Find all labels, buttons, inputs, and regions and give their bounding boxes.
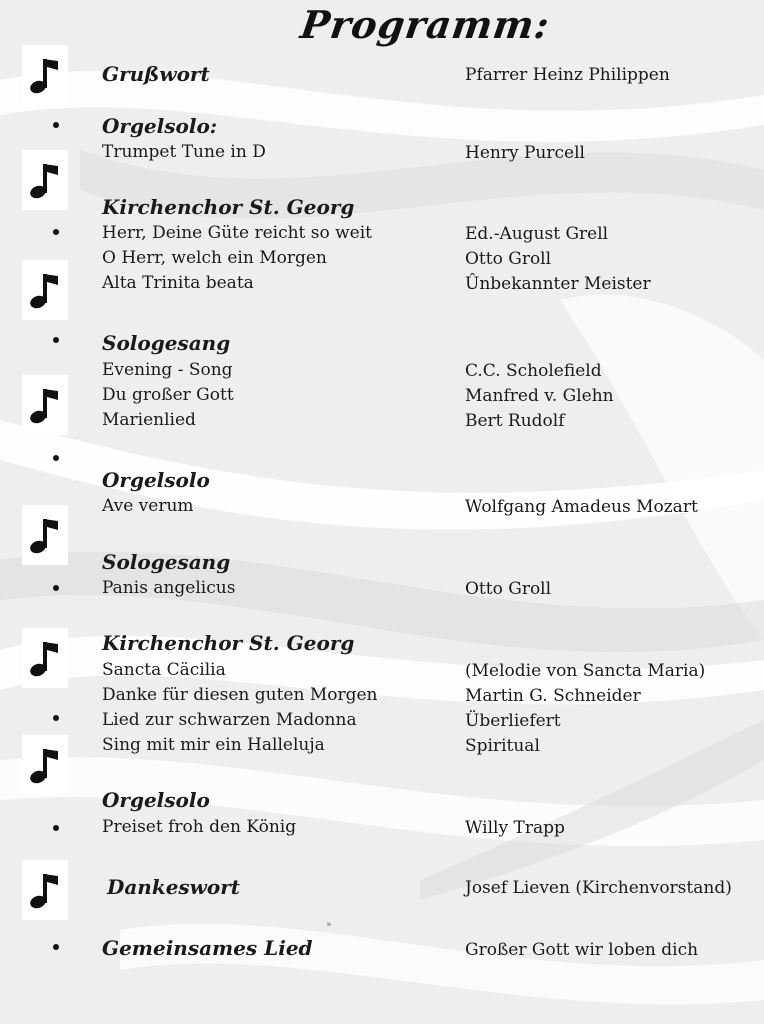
bullet-dot: [53, 455, 59, 461]
bullet-dot: [53, 825, 59, 831]
music-note-icon: [22, 260, 68, 320]
bullet-dot: [53, 122, 59, 128]
piece-title: Trumpet Tune in D: [102, 142, 266, 162]
piece-title: Evening - Song: [102, 360, 233, 380]
piece-composer: Bert Rudolf: [465, 411, 565, 431]
piece-title: Ave verum: [102, 496, 194, 516]
piece-title: Du großer Gott: [102, 385, 234, 405]
section-heading: Grußwort: [102, 62, 210, 86]
performer: Pfarrer Heinz Philippen: [465, 65, 670, 85]
stray-mark: »: [326, 920, 332, 930]
section-heading: Dankeswort: [107, 875, 241, 899]
music-note-icon: [22, 45, 68, 105]
bullet-dot: [53, 229, 59, 235]
piece-composer: Otto Groll: [465, 579, 552, 599]
bullet-dot: [53, 944, 59, 950]
piece-title: Preiset froh den König: [102, 817, 297, 837]
music-note-icon: [22, 375, 68, 435]
section-heading: Orgelsolo: [102, 468, 210, 492]
piece-title: Sancta Cäcilia: [102, 660, 226, 680]
music-note-icon: [22, 505, 68, 565]
piece-composer: Spiritual: [465, 736, 540, 756]
section-heading: Orgelsolo:: [102, 114, 218, 138]
song-title: Großer Gott wir loben dich: [465, 940, 699, 960]
piece-title: Panis angelicus: [102, 578, 236, 598]
section-heading: Orgelsolo: [102, 788, 210, 812]
piece-composer: Martin G. Schneider: [465, 686, 641, 706]
piece-composer: (Melodie von Sancta Maria): [465, 661, 706, 681]
piece-composer: Otto Groll: [465, 249, 552, 269]
bullet-dot: [53, 337, 59, 343]
piece-title: Danke für diesen guten Morgen: [102, 685, 378, 705]
piece-composer: Manfred v. Glehn: [465, 386, 614, 406]
piece-title: Marienlied: [102, 410, 196, 430]
piece-title: Alta Trinita beata: [102, 273, 254, 293]
section-heading: Gemeinsames Lied: [102, 936, 313, 960]
bullet-dot: [53, 715, 59, 721]
piece-title: O Herr, welch ein Morgen: [102, 248, 327, 268]
piece-title: Sing mit mir ein Halleluja: [102, 735, 325, 755]
section-heading: Sologesang: [102, 550, 231, 574]
piece-composer: Überliefert: [465, 711, 561, 731]
music-note-icon: [22, 860, 68, 920]
piece-composer: Wolfgang Amadeus Mozart: [465, 497, 698, 517]
music-note-icon: [22, 150, 68, 210]
performer: Josef Lieven (Kirchenvorstand): [465, 878, 732, 898]
piece-title: Lied zur schwarzen Madonna: [102, 710, 357, 730]
piece-composer: Willy Trapp: [465, 818, 565, 838]
music-note-icon: [22, 628, 68, 688]
page-title: Programm:: [297, 2, 553, 47]
piece-composer: Ed.-August Grell: [465, 224, 609, 244]
piece-composer: Henry Purcell: [465, 143, 585, 163]
bullet-dot: [53, 585, 59, 591]
section-heading: Kirchenchor St. Georg: [102, 631, 355, 655]
piece-title: Herr, Deine Güte reicht so weit: [102, 223, 373, 243]
section-heading: Kirchenchor St. Georg: [102, 195, 355, 219]
piece-composer: C.C. Scholefield: [465, 361, 602, 381]
piece-composer: Ûnbekannter Meister: [465, 274, 651, 294]
music-note-icon: [22, 735, 68, 795]
section-heading: Sologesang: [102, 331, 231, 355]
